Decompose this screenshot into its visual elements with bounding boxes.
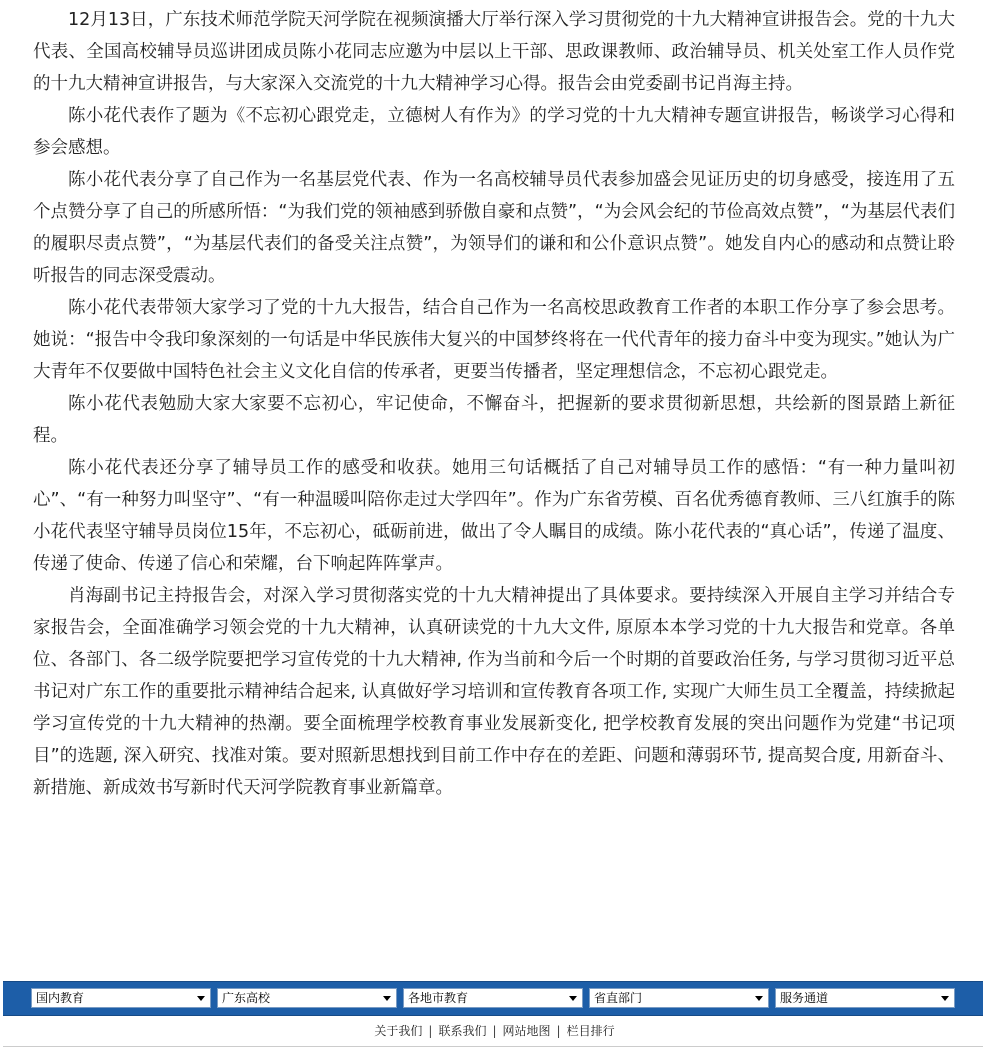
article-paragraph: 肖海副书记主持报告会，对深入学习贯彻落实党的十九大精神提出了具体要求。要持续深入开展自主学习并结合专家报告会，全面准确学习领会党的十九大精神，认真研读党的十九大文件, 原原本本学习党的十九大报告和党章。各单位、各部门、各二级学院要把学习宣传党的十九大精神, 作为当前和今后一个时期的首要政治任务, 与学习贯彻习近平总书记对广东工作的重要批示精神结合起来, 认真做好学习培训和宣传教育各项工作, 实现广大师生员工全覆盖，持续掀起学习宣传党的十九大精神的热潮。要全面梳理学校教育事业发展新变化, 把学校教育发展的突出问题作为党建“书记项目”的选题, 深入研究、找准对策。要对照新思想找到目前工作中存在的差距、问题和薄弱环节, 提高契合度, 用新奋斗、新措施、新成效书写新时代天河学院教育事业新篇章。: [33, 586, 955, 798]
footer-link-contact[interactable]: 联系我们: [438, 1024, 487, 1038]
article-paragraph: 12月13日，广东技术师范学院天河学院在视频演播大厅举行深入学习贯彻党的十九大精神宣讲报告会。党的十九大代表、全国高校辅导员巡讲团成员陈小花同志应邀为中层以上干部、思政课教师、政治辅导员、机关处室工作人员作党的十九大精神宣讲报告，与大家深入交流党的十九大精神学习心得。报告会由党委副书记肖海主持。: [33, 10, 955, 94]
select-provincial-departments[interactable]: [589, 988, 769, 1008]
article-paragraph: 陈小花代表分享了自己作为一名基层党代表、作为一名高校辅导员代表参加盛会见证历史的切身感受，接连用了五个点赞分享了自己的所感所悟：“为我们党的领袖感到骄傲自豪和点赞”，“为会风会纪的节俭高效点赞”，“为基层代表们的履职尽责点赞”，“为基层代表们的备受关注点赞”，为领导们的谦和和公仆意识点赞”。她发自内心的感动和点赞让聆听报告的同志深受震动。: [33, 170, 955, 286]
footer-divider: [3, 1046, 983, 1047]
select-value: 省直部门: [594, 991, 643, 1005]
article-paragraph: 陈小花代表带领大家学习了党的十九大报告，结合自己作为一名高校思政教育工作者的本职工作分享了参会思考。她说：“报告中令我印象深刻的一句话是中华民族伟大复兴的中国梦终将在一代代青年的接力奋斗中变为现实。”她认为广大青年不仅要做中国特色社会主义文化自信的传承者，更要当传播者，坚定理想信念，不忘初心跟党走。: [33, 298, 955, 382]
footer-link-about[interactable]: 关于我们: [374, 1024, 423, 1038]
select-service-channel[interactable]: [775, 988, 955, 1008]
chevron-down-icon: [383, 996, 391, 1001]
select-guangdong-universities[interactable]: [217, 988, 397, 1008]
article-paragraph: 陈小花代表还分享了辅导员工作的感受和收获。她用三句话概括了自己对辅导员工作的感悟：“有一种力量叫初心”、“有一种努力叫坚守”、“有一种温暖叫陪你走过大学四年”。作为广东省劳模、百名优秀德育教师、三八红旗手的陈小花代表坚守辅导员岗位15年，不忘初心，砥砺前进，做出了令人瞩目的成绩。陈小花代表的“真心话”，传递了温度、传递了使命、传递了信心和荣耀，台下响起阵阵掌声。: [33, 458, 955, 574]
article-body: [33, 4, 955, 804]
chevron-down-icon: [941, 996, 949, 1001]
footer-link-sitemap[interactable]: 网站地图: [502, 1024, 551, 1038]
chevron-down-icon: [569, 996, 577, 1001]
select-value: 服务通道: [780, 991, 829, 1005]
footer-link-ranking[interactable]: 栏目排行: [566, 1024, 615, 1038]
select-domestic-education[interactable]: [31, 988, 211, 1008]
link-select-bar: [3, 981, 983, 1016]
chevron-down-icon: [197, 996, 205, 1001]
article-paragraph: 陈小花代表作了题为《不忘初心跟党走，立德树人有作为》的学习党的十九大精神专题宣讲报告，畅谈学习心得和参会感想。: [33, 106, 955, 158]
footer-separator: |: [492, 1024, 497, 1038]
select-city-education[interactable]: [403, 988, 583, 1008]
article-paragraph: 陈小花代表勉励大家大家要不忘初心，牢记使命，不懈奋斗，把握新的要求贯彻新思想，共绘新的图景踏上新征程。: [33, 394, 955, 446]
footer-links: [0, 1022, 989, 1040]
footer-separator: |: [556, 1024, 561, 1038]
select-value: 广东高校: [222, 991, 271, 1005]
select-value: 各地市教育: [408, 991, 469, 1005]
select-value: 国内教育: [36, 991, 85, 1005]
footer-separator: |: [428, 1024, 433, 1038]
chevron-down-icon: [755, 996, 763, 1001]
